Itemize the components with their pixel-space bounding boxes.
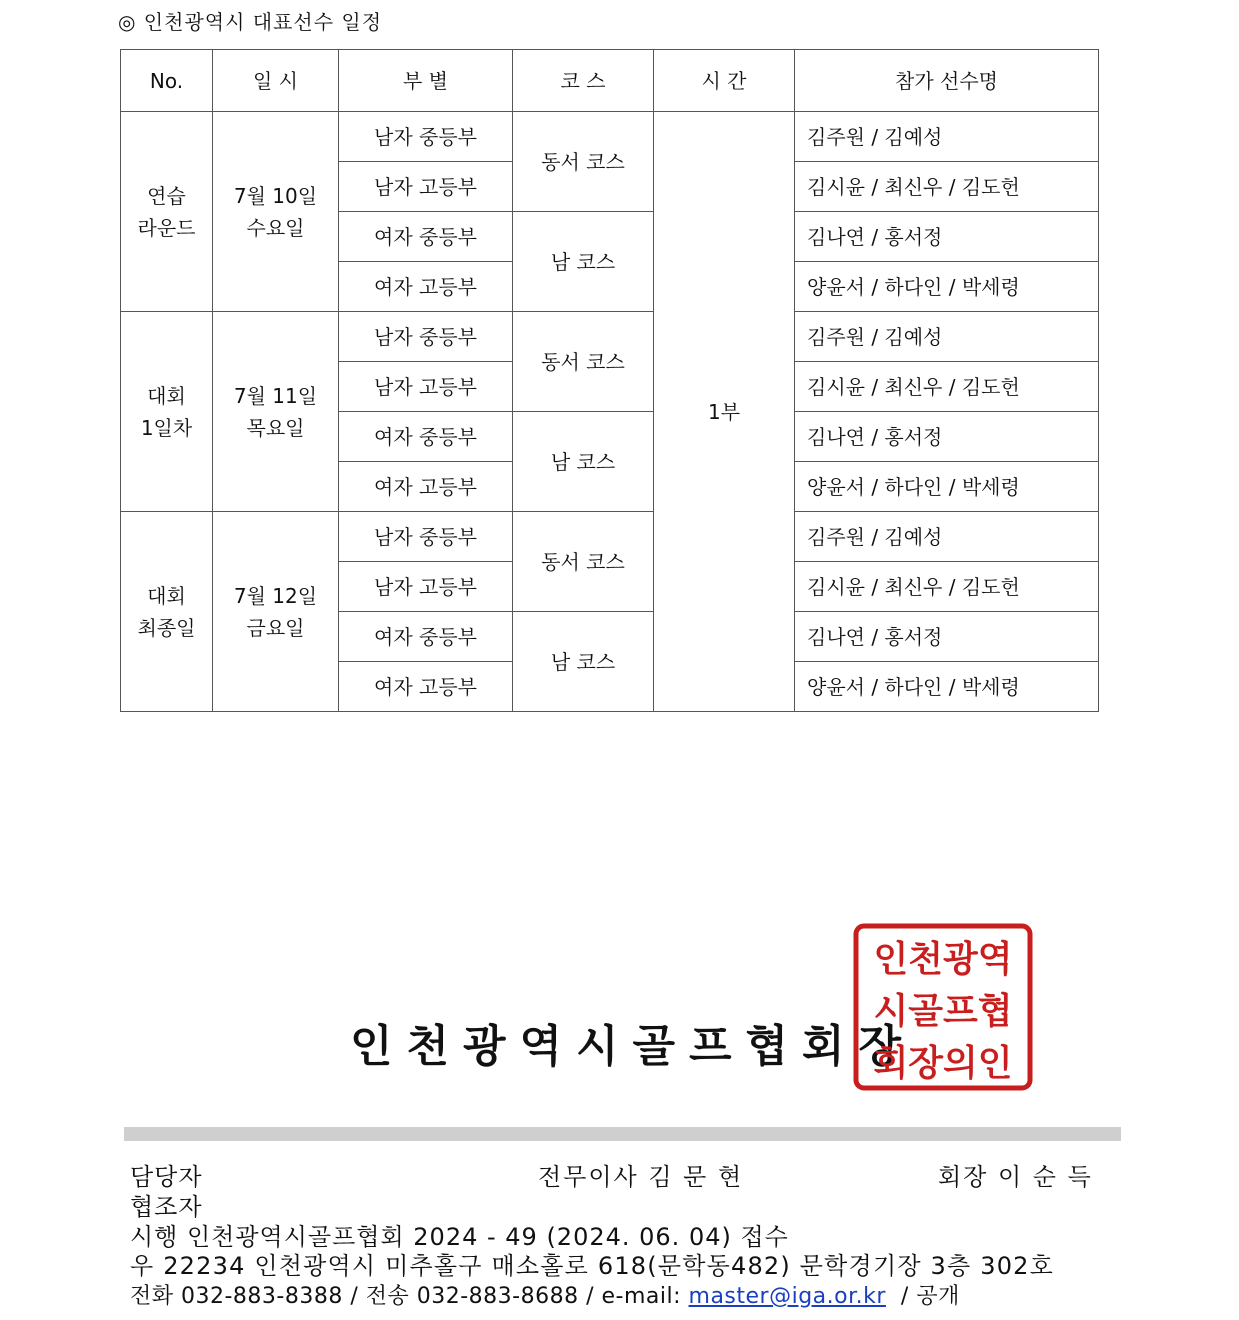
division-cell: 여자 고등부 bbox=[339, 662, 513, 712]
seal-line-2: 시골프협 bbox=[873, 991, 1013, 1032]
signer-title: 인천광역시골프협회장 bbox=[350, 1021, 916, 1072]
division-cell: 여자 중등부 bbox=[339, 212, 513, 262]
schedule-table bbox=[120, 49, 1099, 712]
round-date: 7월 11일 목요일 bbox=[213, 312, 339, 512]
players-cell: 김시윤 / 최신우 / 김도헌 bbox=[795, 362, 1099, 412]
address-line: 우 22234 인천광역시 미추홀구 매소홀로 618(문학동482) 문학경기장 3층 302호 bbox=[130, 1252, 1055, 1280]
division-cell: 남자 중등부 bbox=[339, 112, 513, 162]
page-heading: ◎ 인천광역시 대표선수 일정 bbox=[118, 10, 383, 34]
players-cell: 김나연 / 홍서정 bbox=[795, 612, 1099, 662]
course-cell: 남 코스 bbox=[513, 212, 654, 312]
division-cell: 여자 고등부 bbox=[339, 262, 513, 312]
table-row bbox=[121, 512, 1099, 562]
president-signature: 회장 이 순 득 bbox=[938, 1163, 1093, 1191]
division-cell: 여자 고등부 bbox=[339, 462, 513, 512]
header-players: 참가 선수명 bbox=[795, 50, 1099, 112]
course-cell: 동서 코스 bbox=[513, 112, 654, 212]
players-cell: 양윤서 / 하다인 / 박세령 bbox=[795, 662, 1099, 712]
division-cell: 여자 중등부 bbox=[339, 412, 513, 462]
table-header-row bbox=[121, 50, 1099, 112]
official-seal bbox=[853, 923, 1033, 1091]
seal-line-1: 인천광역 bbox=[873, 939, 1013, 980]
cooperator-label: 협조자 bbox=[130, 1193, 203, 1221]
contact-line bbox=[130, 1279, 960, 1310]
email-link[interactable]: master@iga.or.kr bbox=[688, 1284, 886, 1309]
contact-suffix: / 공개 bbox=[885, 1284, 960, 1309]
time-cell: 1부 bbox=[654, 112, 795, 712]
header-course: 코 스 bbox=[513, 50, 654, 112]
contact-prefix: 전화 032-883-8388 / 전송 032-883-8688 / e-mail: bbox=[130, 1284, 689, 1309]
division-cell: 남자 중등부 bbox=[339, 312, 513, 362]
players-cell: 김시윤 / 최신우 / 김도헌 bbox=[795, 162, 1099, 212]
header-time: 시 간 bbox=[654, 50, 795, 112]
round-label: 대회 최종일 bbox=[121, 512, 213, 712]
director-signature: 전무이사 김 문 현 bbox=[538, 1163, 744, 1191]
table-row bbox=[121, 112, 1099, 162]
course-cell: 남 코스 bbox=[513, 412, 654, 512]
seal-line-3: 회장의인 bbox=[873, 1043, 1013, 1084]
round-date: 7월 10일 수요일 bbox=[213, 112, 339, 312]
players-cell: 양윤서 / 하다인 / 박세령 bbox=[795, 262, 1099, 312]
course-cell: 동서 코스 bbox=[513, 512, 654, 612]
round-date: 7월 12일 금요일 bbox=[213, 512, 339, 712]
course-cell: 동서 코스 bbox=[513, 312, 654, 412]
players-cell: 양윤서 / 하다인 / 박세령 bbox=[795, 462, 1099, 512]
header-no: No. bbox=[121, 50, 213, 112]
players-cell: 김주원 / 김예성 bbox=[795, 112, 1099, 162]
round-label: 연습 라운드 bbox=[121, 112, 213, 312]
players-cell: 김주원 / 김예성 bbox=[795, 512, 1099, 562]
round-label: 대회 1일차 bbox=[121, 312, 213, 512]
players-cell: 김나연 / 홍서정 bbox=[795, 412, 1099, 462]
course-cell: 남 코스 bbox=[513, 612, 654, 712]
division-cell: 남자 고등부 bbox=[339, 162, 513, 212]
players-cell: 김나연 / 홍서정 bbox=[795, 212, 1099, 262]
players-cell: 김주원 / 김예성 bbox=[795, 312, 1099, 362]
table-row bbox=[121, 312, 1099, 362]
document-number-line: 시행 인천광역시골프협회 2024 - 49 (2024. 06. 04) 접수 bbox=[130, 1223, 789, 1251]
division-cell: 남자 고등부 bbox=[339, 362, 513, 412]
division-cell: 여자 중등부 bbox=[339, 612, 513, 662]
header-date: 일 시 bbox=[213, 50, 339, 112]
manager-label: 담당자 bbox=[130, 1163, 203, 1191]
division-cell: 남자 중등부 bbox=[339, 512, 513, 562]
header-division: 부 별 bbox=[339, 50, 513, 112]
footer-divider bbox=[124, 1127, 1121, 1141]
players-cell: 김시윤 / 최신우 / 김도헌 bbox=[795, 562, 1099, 612]
division-cell: 남자 고등부 bbox=[339, 562, 513, 612]
